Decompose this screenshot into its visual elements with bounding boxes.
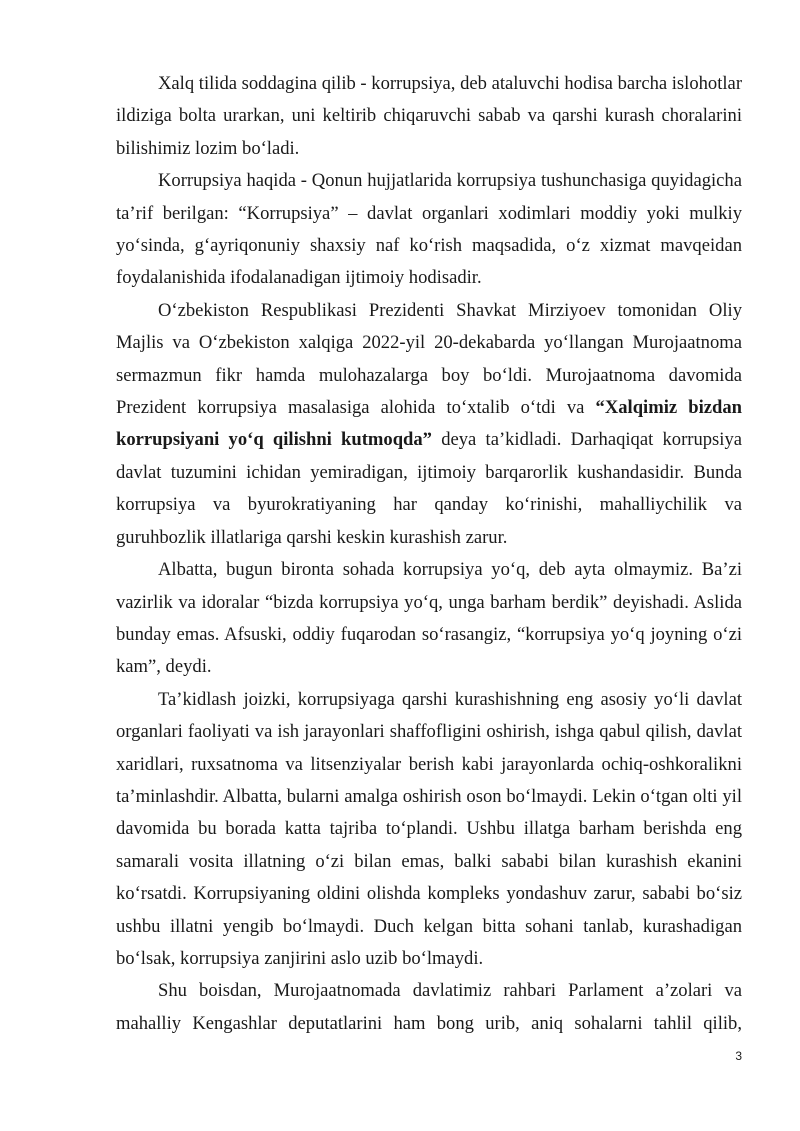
- page-number: 3: [735, 1049, 742, 1063]
- paragraph-5: Taʼkidlash joizki, korrupsiyaga qarshi kurashishning eng asosiy yoʻli davlat organlari faoliyati va ish jarayonlari shaffofligini oshirish, ishga qabul qilish, davlat xaridlari, ruxsatnoma va litsenziyalar berish kabi jarayonlarda ochiq-oshkoralikni taʼminlashdir. Albatta, bularni amalga oshirish oson boʻlmaydi. Lekin oʻtgan olti yil davomida bu borada katta tajriba toʻplandi. Ushbu illatga barham berishda eng samarali vosita illatning oʻzi bilan emas, balki sababi bilan kurashish ekanini koʻrsatdi. Korrupsiyaning oldini olishda kompleks yondashuv zarur, sababi boʻsiz ushbu illatni yengib boʻlmaydi. Duch kelgan bitta sohani tanlab, kurashadigan boʻlsak, korrupsiya zanjirini aslo uzib boʻlmaydi.: [116, 688, 742, 969]
- paragraph-4: Albatta, bugun bironta sohada korrupsiya yoʻq, deb ayta olmaymiz. Baʼzi vazirlik va idoralar “bizda korrupsiya yoʻq, unga barham berdik” deyishadi. Aslida bunday emas. Afsuski, oddiy fuqarodan soʻrasangiz, “korrupsiya yoʻq joyning oʻzi kam”, deydi.: [116, 559, 742, 678]
- paragraph-2: Korrupsiya haqida - Qonun hujjatlarida korrupsiya tushunchasiga quyidagicha taʼrif berilgan: “Korrupsiya” – davlat organlari xodimlari moddiy yoki mulkiy yoʻsinda, gʻayriqonuniy shaxsiy naf koʻrish maqsadida, oʻz xizmat mavqeidan foydalanishida ifodalanadigan ijtimoiy hodisadir.: [116, 170, 742, 289]
- paragraph-3-text-before: Oʻzbekiston Respublikasi Prezidenti Shavkat Mirziyoev tomonidan Oliy Majlis va Oʻzbekiston xalqiga 2022-yil 20-dekabarda yoʻllangan Murojaatnoma sermazmun fikr hamda mulohazalarga boy boʻldi. Murojaatnoma davomida Prezident korrupsiya masalasiga alohida toʻxtalib oʻtdi va: [116, 299, 742, 419]
- paragraph-3-quote-bold: “Xalqimiz bizdan korrupsiyani yoʻq qilishni kutmoqda”: [116, 397, 742, 451]
- paragraph-3: [116, 295, 742, 554]
- paragraph-3-text-after: deya taʼkidladi. Darhaqiqat korrupsiya davlat tuzumini ichidan yemiradigan, ijtimoiy barqarorlik kushandasidir. Bunda korrupsiya va byurokratiyaning har qanday koʻrinishi, mahalliychilik va guruhbozlik illatlariga qarshi keskin kurashish zarur.: [116, 429, 742, 548]
- document-page: [116, 68, 742, 1040]
- paragraph-6: Shu boisdan, Murojaatnomada davlatimiz rahbari Parlament aʼzolari va mahalliy Kengashlar deputatlarini ham bong urib, aniq sohalarni tahlil qilib,: [116, 980, 742, 1034]
- paragraph-1: Xalq tilida soddagina qilib - korrupsiya, deb ataluvchi hodisa barcha islohotlar ildiziga bolta urarkan, uni keltirib chiqaruvchi sabab va qarshi kurash choralarini bilishimiz lozim boʻladi.: [116, 73, 743, 159]
